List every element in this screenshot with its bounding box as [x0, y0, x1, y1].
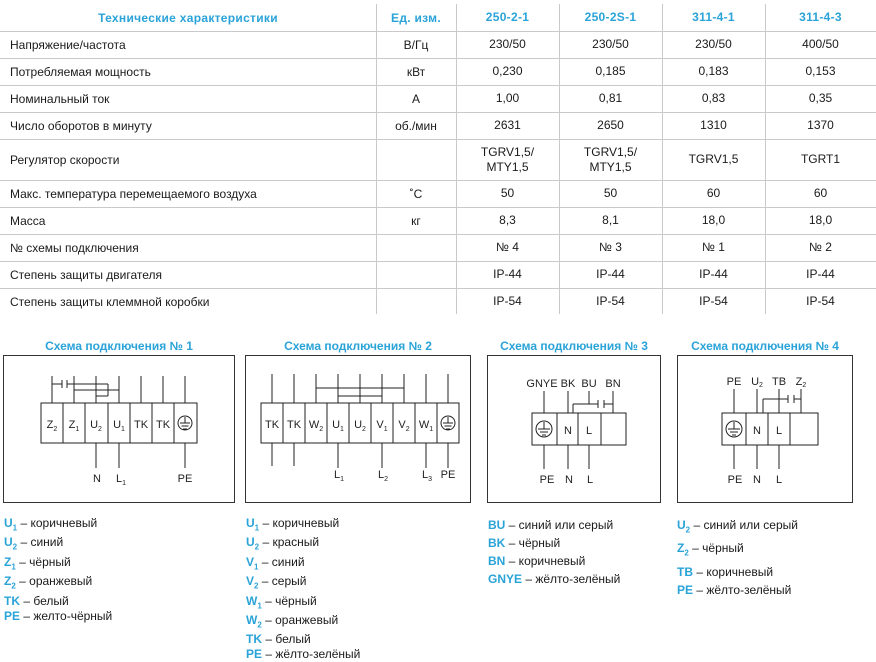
- legend-key: BN: [488, 554, 506, 568]
- terminal-tk: TK: [155, 419, 171, 431]
- column-divider: [559, 4, 560, 314]
- legend-key: BK: [488, 536, 506, 550]
- row-name: Число оборотов в минуту: [10, 118, 152, 133]
- legend-key: PE: [246, 647, 263, 662]
- wire-label-l: L: [775, 474, 783, 486]
- column-divider: [376, 4, 377, 314]
- legend-text: – коричневый: [17, 516, 98, 530]
- header-model: 250-2-1: [485, 10, 530, 24]
- row-value: 0,183: [698, 64, 729, 78]
- legend-item: [488, 570, 620, 588]
- wire-label-n: N: [565, 474, 573, 486]
- legend-key: $Z_2$: [677, 541, 689, 558]
- legend-key: $V_2$: [246, 574, 259, 591]
- header-model: 250-2S-1: [584, 10, 637, 24]
- row-divider: [0, 288, 876, 289]
- legend-item: [246, 555, 360, 574]
- terminal-z2: $Z_2$: [46, 419, 58, 433]
- terminal-tk: TK: [264, 419, 280, 431]
- row-value: № 1: [702, 240, 725, 254]
- legend-item: [246, 632, 360, 647]
- row-value: IP-44: [806, 267, 835, 281]
- legend-text: – жёлто-зелёный: [262, 647, 361, 662]
- legend-key: $Z_1$: [4, 554, 16, 572]
- row-unit: [376, 234, 456, 261]
- legend-item: [488, 534, 620, 552]
- wire-label-n: N: [93, 473, 101, 485]
- legend-item: [677, 516, 798, 539]
- legend-text: – белый: [20, 593, 69, 608]
- terminal-v1: $V_1$: [376, 419, 388, 433]
- wire-label-u2: U2: [751, 376, 763, 389]
- legend-key: TB: [677, 564, 693, 579]
- row-value: 60: [706, 186, 721, 200]
- row-value: IP-54: [806, 294, 835, 308]
- table-row: [0, 85, 876, 112]
- scheme-1-legend: [4, 516, 112, 624]
- legend-text: – жёлто-зелёный: [693, 582, 792, 597]
- row-name: Потребляемая мощность: [10, 64, 151, 79]
- row-name: Масса: [10, 213, 46, 228]
- legend-item: [4, 594, 112, 609]
- terminal-u1: $U_1$: [113, 419, 125, 433]
- row-name: Регулятор скорости: [10, 152, 120, 167]
- row-value: 0,81: [598, 91, 623, 105]
- wire-label-l2: $L_2$: [377, 469, 389, 483]
- row-unit: [376, 288, 456, 315]
- row-name: Напряжение/частота: [10, 37, 126, 52]
- terminal-u1: $U_1$: [332, 419, 344, 433]
- row-value: IP-44: [699, 267, 728, 281]
- table-row: [0, 58, 876, 85]
- table-row: [0, 261, 876, 288]
- row-value: 8,3: [499, 213, 516, 227]
- scheme-3-legend: [488, 516, 620, 588]
- legend-key: $U_2$: [4, 535, 18, 552]
- scheme-4-legend: [677, 516, 798, 599]
- legend-item: [246, 516, 360, 535]
- legend-item: [488, 552, 620, 570]
- legend-item: [4, 516, 112, 535]
- wire-label-pe: PE: [726, 376, 742, 388]
- row-value: IP-44: [596, 267, 625, 281]
- row-value: TGRV1,5/ MTY1,5: [583, 144, 638, 174]
- terminal-w2: $W_2$: [308, 419, 324, 433]
- terminal-l: L: [775, 425, 783, 437]
- row-value: 2650: [597, 118, 624, 132]
- terminal-u2: $U_2$: [90, 419, 102, 433]
- row-value: 18,0: [701, 213, 726, 227]
- scheme-1-diagram: [3, 355, 235, 503]
- row-value: 0,83: [701, 91, 726, 105]
- row-value: TGRT1: [800, 152, 841, 166]
- row-unit: ˚С: [409, 186, 423, 201]
- terminal-n: N: [564, 425, 572, 437]
- row-unit: кВт: [406, 64, 426, 79]
- row-value: 8,1: [602, 213, 619, 227]
- wire-label-l1: $L_1$: [333, 469, 345, 483]
- wire-label-l1: $L_1$: [115, 473, 127, 487]
- legend-text: – коричневый: [693, 564, 774, 579]
- table-row: [0, 112, 876, 139]
- legend-text: – синий или серый: [690, 518, 798, 532]
- wire-label-pe: PE: [727, 474, 743, 486]
- row-divider: [0, 112, 876, 113]
- row-divider: [0, 234, 876, 235]
- scheme-title: Схема подключения № 1: [45, 339, 193, 353]
- row-divider: [0, 31, 876, 32]
- scheme-3-diagram: [487, 355, 661, 503]
- row-unit: кг: [411, 213, 421, 228]
- scheme-4-diagram: [677, 355, 853, 503]
- legend-text: – жёлто-зелёный: [522, 572, 621, 586]
- table-row: [0, 139, 876, 180]
- column-divider: [456, 4, 457, 314]
- legend-item: [4, 574, 112, 593]
- legend-text: – коричневый: [259, 516, 340, 530]
- row-divider: [0, 261, 876, 262]
- legend-key: $V_1$: [246, 554, 259, 572]
- row-value: № 2: [809, 240, 832, 254]
- terminal-w1: $W_1$: [418, 419, 434, 433]
- wire-label-l: L: [586, 474, 594, 486]
- wire-label-pe: PE: [440, 469, 456, 481]
- header-unit: Ед. изм.: [391, 10, 441, 25]
- header-model: 311-4-1: [692, 10, 735, 24]
- legend-text: – чёрный: [15, 554, 71, 569]
- row-divider: [0, 139, 876, 140]
- row-value: IP-54: [596, 294, 625, 308]
- row-value: IP-54: [699, 294, 728, 308]
- scheme-2-legend: [246, 516, 360, 662]
- legend-item: [677, 539, 798, 562]
- row-value: TGRV1,5/ MTY1,5: [480, 144, 535, 174]
- row-divider: [0, 58, 876, 59]
- legend-text: – серый: [258, 574, 307, 589]
- row-value: 0,153: [805, 64, 836, 78]
- row-unit: об./мин: [395, 118, 437, 133]
- legend-item: [246, 535, 360, 554]
- row-unit: А: [411, 91, 420, 106]
- row-value: 0,185: [595, 64, 626, 78]
- row-value: 1310: [700, 118, 727, 132]
- legend-key: TK: [246, 632, 262, 647]
- legend-key: PE: [677, 582, 694, 597]
- legend-key: $U_2$: [246, 535, 260, 552]
- row-value: 230/50: [592, 37, 629, 51]
- column-divider: [765, 4, 766, 314]
- table-row: [0, 207, 876, 234]
- legend-item: [4, 555, 112, 574]
- legend-item: [246, 574, 360, 593]
- row-value: 1370: [807, 118, 834, 132]
- legend-item: [246, 647, 360, 662]
- row-unit: В/Гц: [403, 37, 429, 52]
- header-name: Технические характеристики: [98, 10, 278, 25]
- legend-item: [677, 581, 798, 599]
- row-value: № 4: [496, 240, 519, 254]
- table-row: [0, 288, 876, 315]
- legend-text: – чёрный: [505, 536, 561, 550]
- table-row: [0, 31, 876, 58]
- legend-key: PE: [4, 608, 21, 623]
- scheme-title: Схема подключения № 2: [284, 339, 432, 353]
- row-divider: [0, 85, 876, 86]
- terminal-u2: $U_2$: [354, 419, 366, 433]
- terminal-tk: TK: [133, 419, 149, 431]
- legend-text: – оранжевый: [15, 574, 93, 589]
- row-unit: [376, 139, 456, 180]
- table-header-row: [0, 4, 876, 31]
- legend-key: $W_2$: [246, 612, 262, 630]
- header-model: 311-4-3: [799, 10, 842, 24]
- wire-label-l3: $L_3$: [421, 469, 433, 483]
- table-row: [0, 234, 876, 261]
- legend-item: [4, 609, 112, 624]
- row-value: 60: [813, 186, 828, 200]
- legend-text: – синий: [17, 535, 64, 550]
- legend-item: [246, 613, 360, 632]
- row-value: 230/50: [489, 37, 526, 51]
- legend-text: – коричневый: [505, 554, 586, 568]
- legend-text: – синий или серый: [505, 518, 614, 532]
- legend-key: GNYE: [488, 572, 523, 586]
- wire-label-pe: PE: [539, 474, 555, 486]
- scheme-title: Схема подключения № 4: [691, 339, 839, 353]
- legend-key: $Z_2$: [4, 574, 16, 591]
- row-value: 18,0: [808, 213, 833, 227]
- row-unit: [376, 261, 456, 288]
- row-name: Степень защиты клеммной коробки: [10, 294, 210, 309]
- legend-text: – чёрный: [688, 541, 744, 556]
- legend-key: $W_1$: [246, 593, 262, 610]
- wire-label-n: N: [753, 474, 761, 486]
- legend-text: – синий: [258, 554, 305, 569]
- row-value: 50: [603, 186, 618, 200]
- row-value: IP-44: [493, 267, 522, 281]
- row-value: 2631: [494, 118, 521, 132]
- wire-label-gnye: GNYE: [526, 378, 558, 390]
- row-value: 0,35: [808, 91, 833, 105]
- row-value: 0,230: [492, 64, 523, 78]
- wire-label-bk: BK: [560, 378, 576, 390]
- column-divider: [662, 4, 663, 314]
- wire-label-tb: TB: [771, 376, 787, 388]
- row-name: Номинальный ток: [10, 91, 110, 106]
- legend-key: BU: [488, 518, 506, 532]
- legend-item: [488, 516, 620, 534]
- legend-key: $U_1$: [4, 516, 18, 533]
- legend-item: [677, 563, 798, 581]
- wire-label-pe: PE: [177, 473, 193, 485]
- terminal-tk: TK: [286, 419, 302, 431]
- wire-label-z2: Z2: [795, 376, 807, 389]
- terminal-l: L: [585, 425, 593, 437]
- row-value: № 3: [599, 240, 622, 254]
- row-name: Макс. температура перемещаемого воздуха: [10, 186, 257, 201]
- row-name: Степень защиты двигателя: [10, 267, 163, 282]
- wire-label-bn: BN: [605, 378, 621, 390]
- row-value: 230/50: [695, 37, 732, 51]
- terminal-n: N: [753, 425, 761, 437]
- terminal-v2: $V_2$: [398, 419, 410, 433]
- legend-text: – оранжевый: [261, 612, 339, 627]
- row-value: 1,00: [495, 91, 520, 105]
- legend-item: [4, 535, 112, 554]
- legend-key: $U_2$: [677, 518, 691, 535]
- legend-key: $U_1$: [246, 516, 260, 533]
- row-divider: [0, 180, 876, 181]
- scheme-title: Схема подключения № 3: [500, 339, 648, 353]
- terminal-z1: $Z_1$: [68, 419, 80, 433]
- row-value: IP-54: [493, 294, 522, 308]
- legend-text: – желто-чёрный: [20, 608, 113, 623]
- scheme-2-diagram: [245, 355, 471, 503]
- spec-table: [0, 4, 876, 314]
- legend-key: TK: [4, 593, 20, 608]
- row-value: 50: [500, 186, 515, 200]
- row-name: № схемы подключения: [10, 240, 139, 255]
- row-divider: [0, 207, 876, 208]
- row-value: 400/50: [802, 37, 839, 51]
- legend-text: – красный: [259, 535, 320, 550]
- legend-text: – чёрный: [261, 593, 317, 608]
- table-row: [0, 180, 876, 207]
- legend-text: – белый: [262, 632, 311, 647]
- row-value: TGRV1,5: [688, 152, 739, 166]
- legend-item: [246, 594, 360, 613]
- wire-label-bu: BU: [581, 378, 597, 390]
